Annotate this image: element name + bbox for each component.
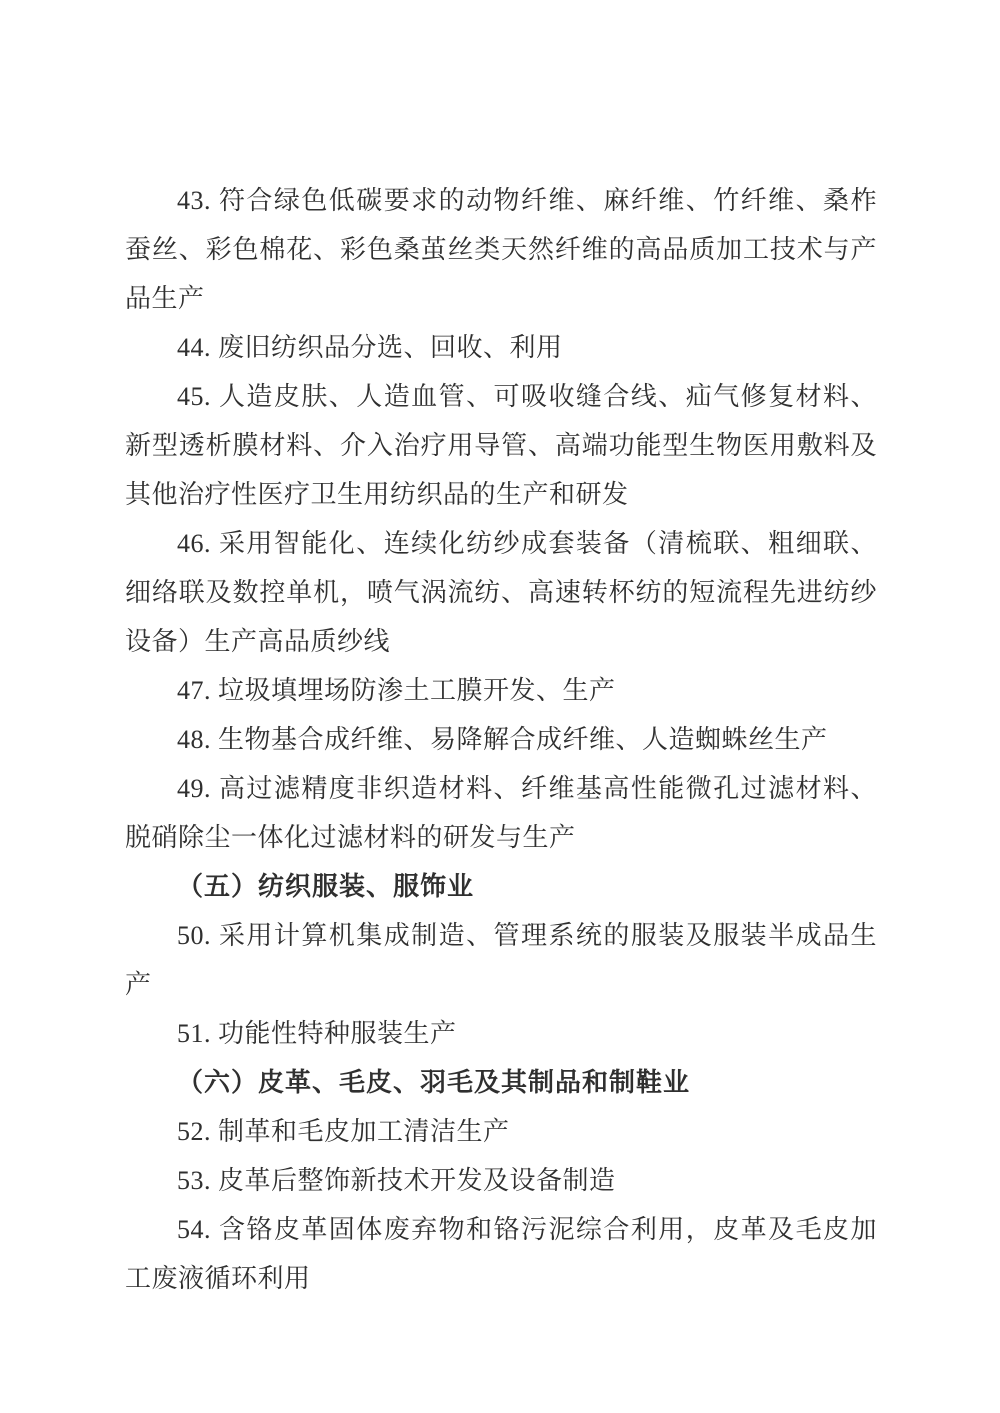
- section-heading-6: （六）皮革、毛皮、羽毛及其制品和制鞋业: [177, 1068, 691, 1097]
- list-item-54: 54. 含铬皮革固体废弃物和铬污泥综合利用，皮革及毛皮加工废液循环利用: [125, 1215, 877, 1293]
- list-item-50: 50. 采用计算机集成制造、管理系统的服装及服装半成品生产: [125, 921, 877, 999]
- list-item-45: 45. 人造皮肤、人造血管、可吸收缝合线、疝气修复材料、新型透析膜材料、介入治疗用导管、高端功能型生物医用敷料及其他治疗性医疗卫生用纺织品的生产和研发: [125, 382, 877, 509]
- list-item-44: 44. 废旧纺织品分选、回收、利用: [177, 333, 563, 362]
- section-heading-5: （五）纺织服装、服饰业: [177, 872, 475, 901]
- list-item-48: 48. 生物基合成纤维、易降解合成纤维、人造蜘蛛丝生产: [177, 725, 828, 754]
- list-item-47: 47. 垃圾填埋场防渗土工膜开发、生产: [177, 676, 616, 705]
- list-item-46: 46. 采用智能化、连续化纺纱成套装备（清梳联、粗细联、细络联及数控单机，喷气涡流纺、高速转杯纺的短流程先进纺纱设备）生产高品质纱线: [125, 529, 877, 656]
- list-item-43: 43. 符合绿色低碳要求的动物纤维、麻纤维、竹纤维、桑柞蚕丝、彩色棉花、彩色桑茧丝类天然纤维的高品质加工技术与产品生产: [125, 186, 877, 313]
- document-content: [125, 176, 877, 1303]
- list-item-49: 49. 高过滤精度非织造材料、纤维基高性能微孔过滤材料、脱硝除尘一体化过滤材料的研发与生产: [125, 774, 877, 852]
- list-item-53: 53. 皮革后整饰新技术开发及设备制造: [177, 1166, 616, 1195]
- list-item-52: 52. 制革和毛皮加工清洁生产: [177, 1117, 510, 1146]
- list-item-51: 51. 功能性特种服装生产: [177, 1019, 457, 1048]
